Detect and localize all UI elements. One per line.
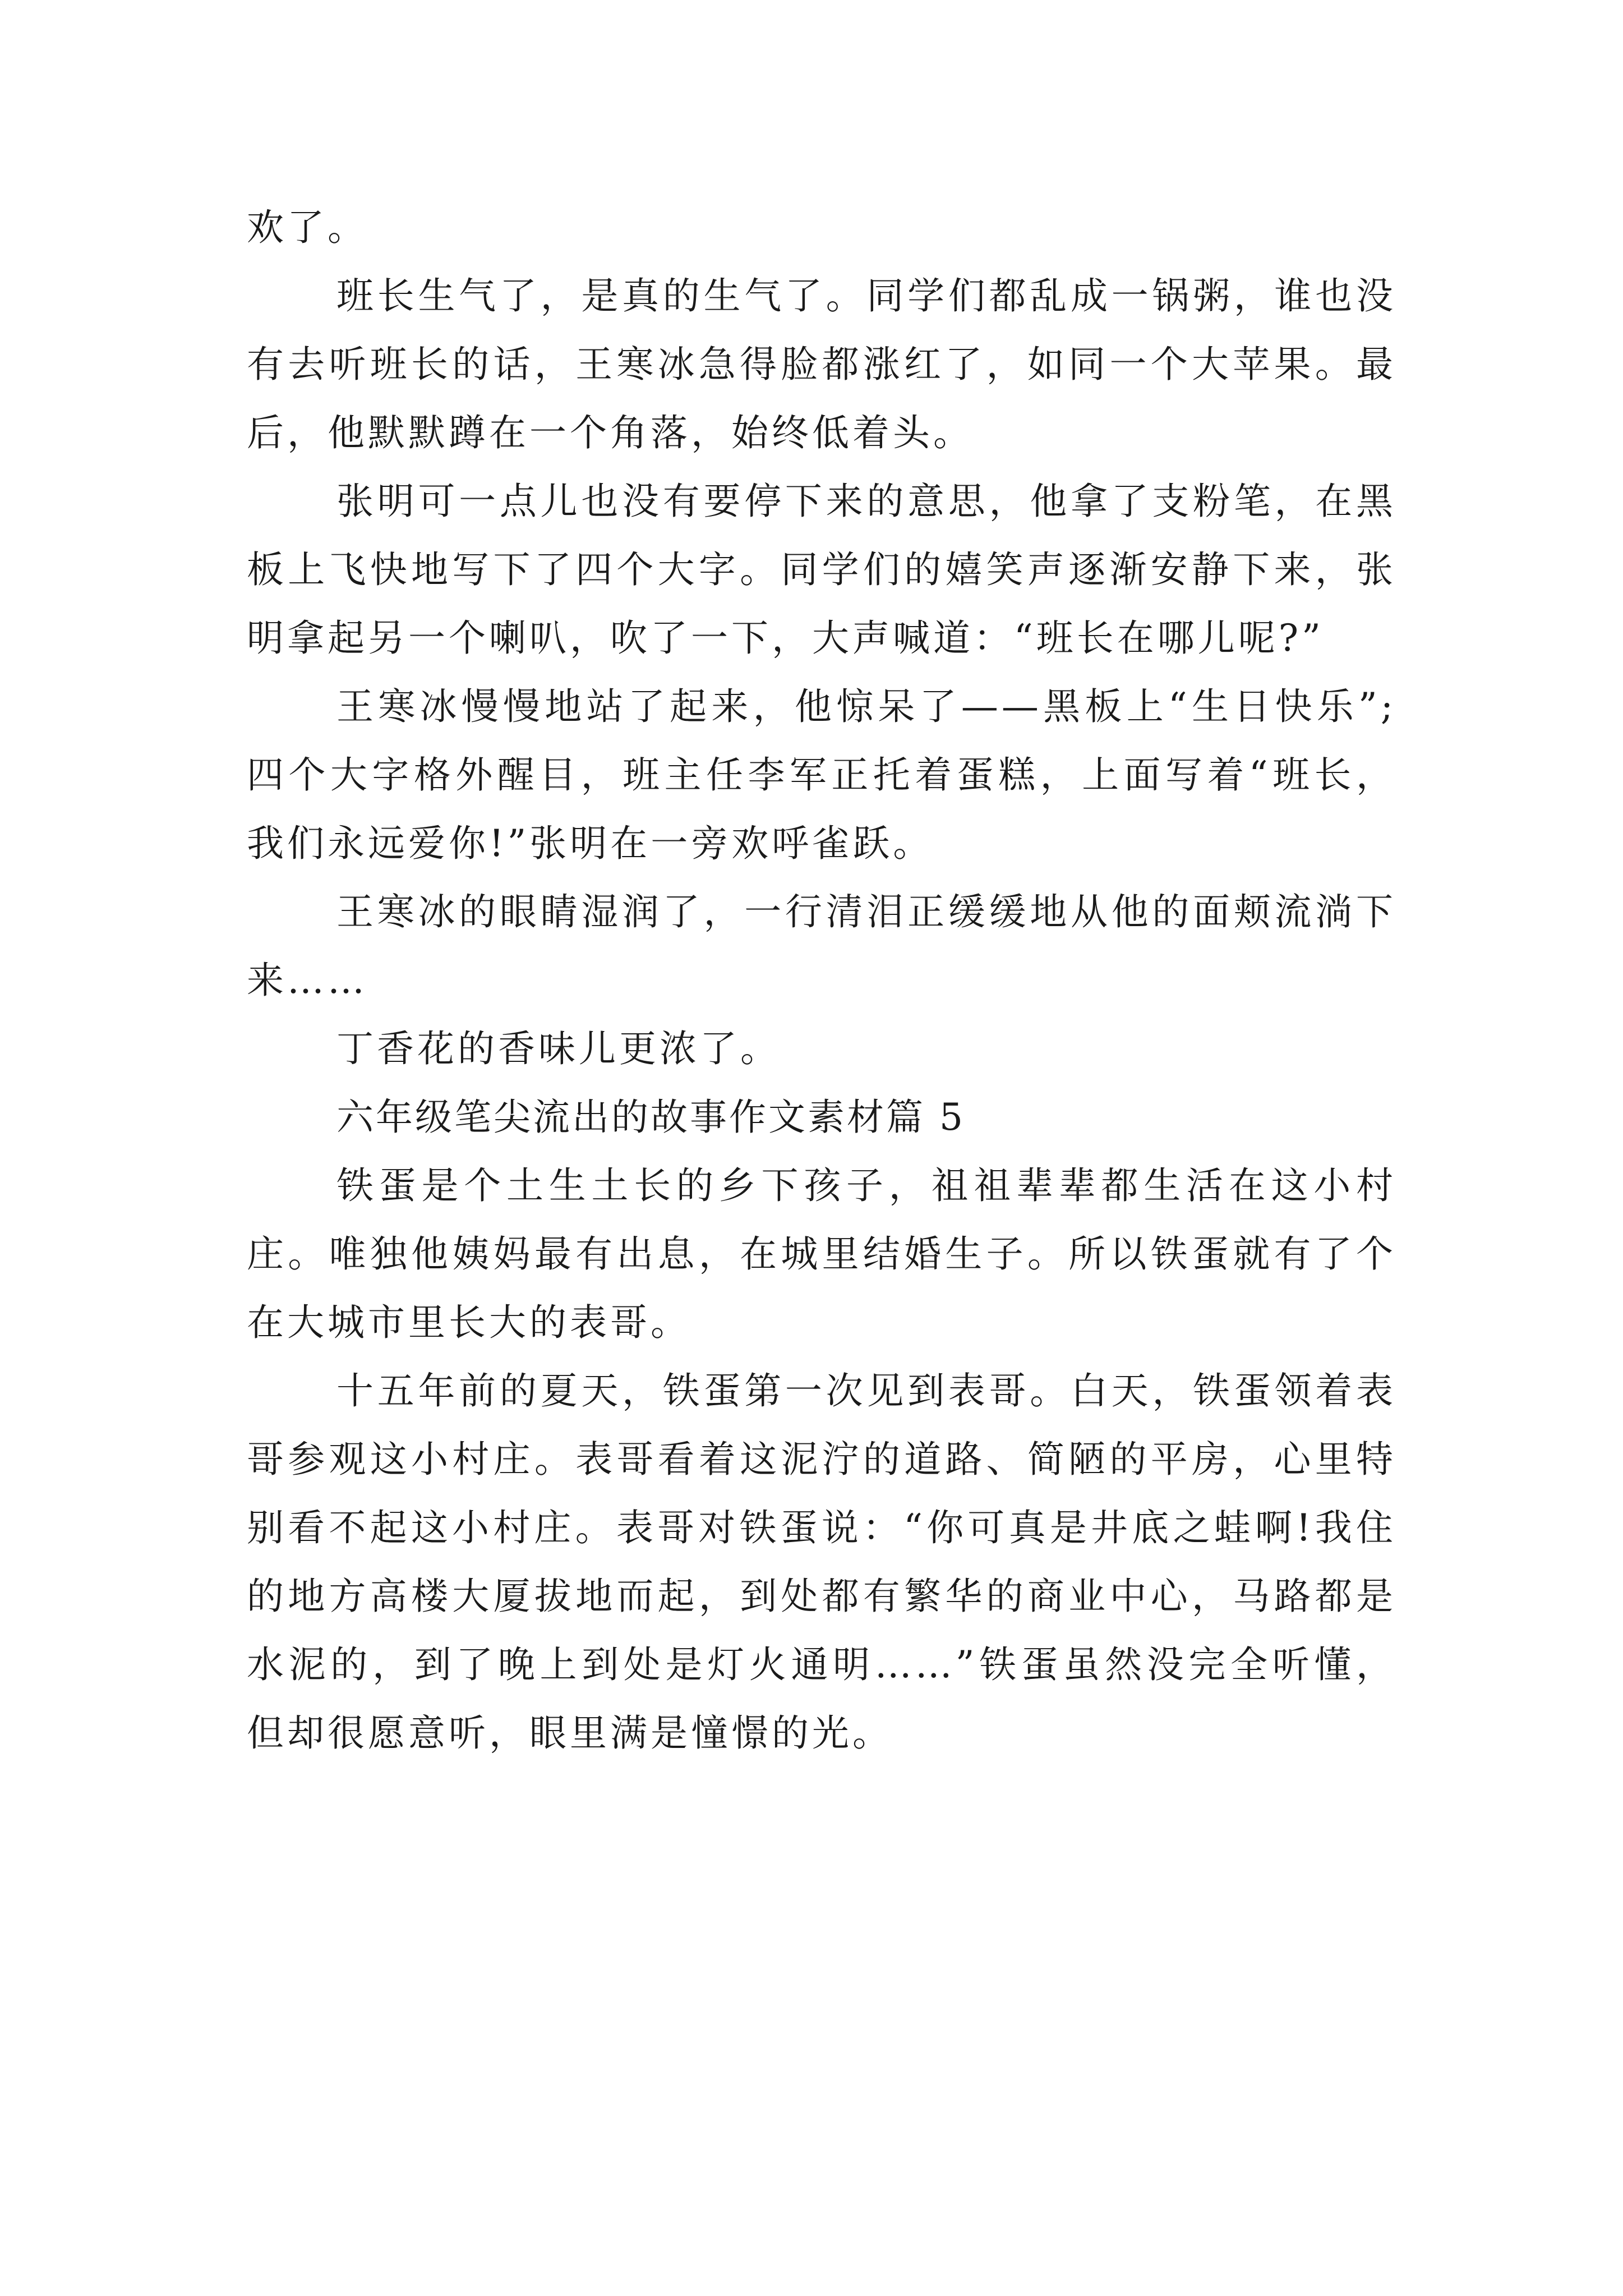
paragraph-8: 十五年前的夏天，铁蛋第一次见到表哥。白天，铁蛋领着表哥参观这小村庄。表哥看着这泥泞的道路、简陋的平房，心里特别看不起这小村庄。表哥对铁蛋说：“你可真是井底之蛙啊!我住的地方高楼大厦拔地而起，到处都有繁华的商业中心，马路都是水泥的，到了晚上到处是灯火通明……”铁蛋虽然没完全听懂，但却很愿意听，眼里满是憧憬的光。 <box>247 1369 1396 1755</box>
paragraph-7: 铁蛋是个土生土长的乡下孩子，祖祖辈辈都生活在这小村庄。唯独他姨妈最有出息，在城里结婚生子。所以铁蛋就有了个在大城市里长大的表哥。 <box>247 1164 1396 1344</box>
paragraph-5: 王寒冰的眼睛湿润了，一行清泪正缓缓地从他的面颊流淌下来…… <box>247 890 1396 1002</box>
paragraph-2: 班长生气了，是真的生气了。同学们都乱成一锅粥，谁也没有去听班长的话，王寒冰急得脸都涨红了，如同一个大苹果。最后，他默默蹲在一个角落，始终低着头。 <box>247 274 1396 454</box>
paragraph-6: 丁香花的香味儿更浓了。 <box>336 1027 781 1070</box>
paragraph-1: 欢了。 <box>247 206 368 249</box>
paragraph-3: 张明可一点儿也没有要停下来的意思，他拿了支粉笔，在黑板上飞快地写下了四个大字。同学们的嬉笑声逐渐安静下来，张明拿起另一个喇叭，吹了一下，大声喊道：“班长在哪儿呢?” <box>247 480 1396 660</box>
section-heading: 六年级笔尖流出的故事作文素材篇 5 <box>336 1096 965 1139</box>
document-page <box>247 194 1396 1768</box>
paragraph-4: 王寒冰慢慢地站了起来，他惊呆了——黑板上“生日快乐”;四个大字格外醒目，班主任李军正托着蛋糕，上面写着“班长，我们永远爱你!”张明在一旁欢呼雀跃。 <box>247 685 1396 865</box>
